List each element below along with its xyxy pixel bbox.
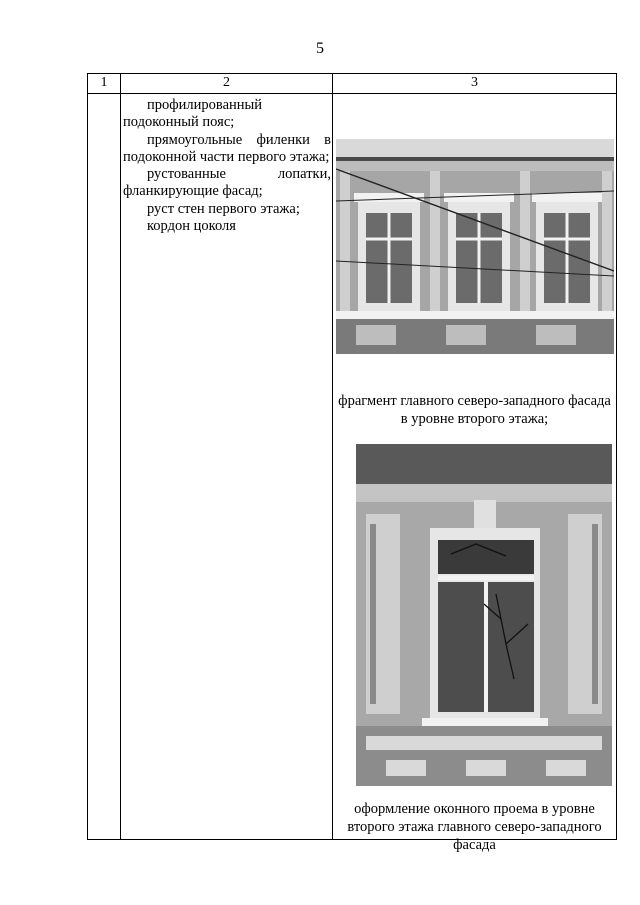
features-table: [87, 73, 617, 853]
column-1-cell: [88, 94, 121, 840]
list-item: [123, 97, 331, 132]
list-item: кордон цоколя: [147, 218, 236, 235]
photo-1-caption: фрагмент главного северо-западного фасада в уровне второго этажа;: [338, 393, 611, 427]
window-opening-photo: [356, 444, 612, 786]
header-cell-3: 3: [333, 74, 617, 94]
photo-2-caption: оформление оконного проема в уровне второго этажа главного северо-западного фасада: [347, 801, 602, 853]
list-item-text: профилированный подоконный пояс;: [123, 97, 263, 131]
table-body-row: [88, 94, 617, 840]
page-number: 5: [316, 40, 324, 57]
header-cell-1: 1: [88, 74, 121, 94]
header-cell-2: 2: [121, 74, 333, 94]
column-3-cell: [333, 94, 617, 853]
facade-fragment-photo: [336, 131, 614, 354]
column-2-cell: [121, 94, 333, 840]
list-item: руст стен первого этажа;: [147, 200, 300, 217]
table-header-row: [88, 74, 617, 94]
list-item: прямоугольные филенки в подоконной части первого этажа;: [123, 131, 331, 165]
list-item: рустованные лопатки, фланкирующие фасад;: [123, 166, 331, 200]
